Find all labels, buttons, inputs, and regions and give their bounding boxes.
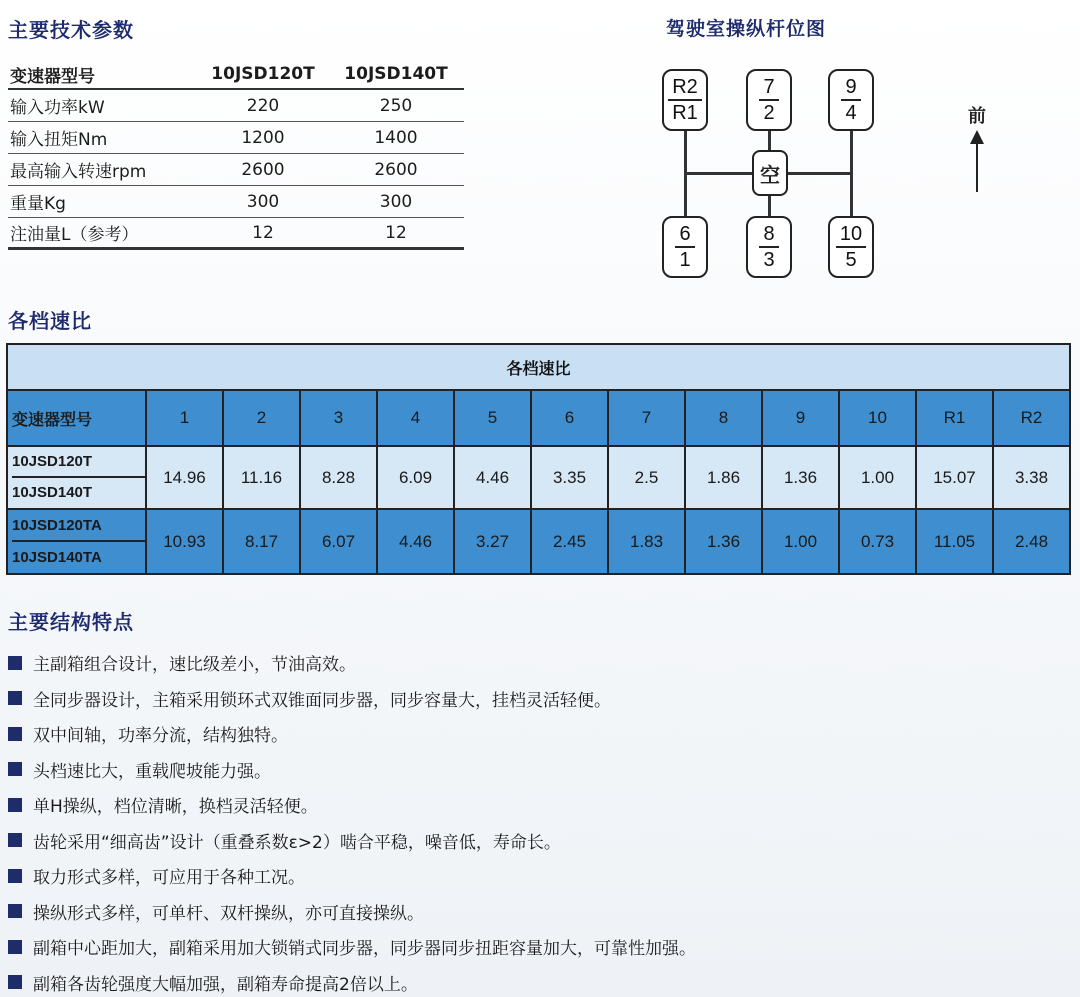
spec-row-speed xyxy=(8,154,464,186)
spec-header-140t: 10JSD140T xyxy=(344,64,448,84)
ratio-value: 1.36 xyxy=(684,510,761,573)
bullet-square-icon xyxy=(8,975,22,989)
ratio-value: 6.09 xyxy=(376,447,453,508)
shift-position-bottom: 1 xyxy=(679,249,691,271)
ratio-value: 8.17 xyxy=(222,510,299,573)
gear-header: R2 xyxy=(992,391,1069,445)
gate-right-line xyxy=(850,130,853,216)
feature-text: 单H操纵，档位清晰，换档灵活轻便。 xyxy=(33,797,318,818)
gate-center-line-top xyxy=(768,130,771,152)
bullet-square-icon xyxy=(8,940,22,954)
spec-label: 最高输入转速rpm xyxy=(10,162,147,182)
shift-diagram xyxy=(640,50,1080,290)
ratio-value: 2.45 xyxy=(530,510,607,573)
shift-position-top: 6 xyxy=(675,222,694,248)
ratio-value: 4.46 xyxy=(376,510,453,573)
bullet-square-icon xyxy=(8,833,22,847)
ratio-value: 4.46 xyxy=(453,447,530,508)
ratio-value: 15.07 xyxy=(915,447,992,508)
gear-header: 9 xyxy=(761,391,838,445)
shift-position-7-2 xyxy=(746,69,792,131)
spec-value: 12 xyxy=(385,222,407,243)
ratio-header-row xyxy=(8,391,1069,447)
shift-position-top: R2 xyxy=(668,75,702,101)
shift-position-bottom: 2 xyxy=(763,102,775,124)
ratio-value: 10.93 xyxy=(145,510,222,573)
spec-table xyxy=(8,60,464,250)
gear-header: 6 xyxy=(530,391,607,445)
spec-label: 注油量L（参考） xyxy=(10,225,139,245)
spec-value: 1200 xyxy=(241,127,285,148)
feature-item xyxy=(8,787,696,823)
ratio-section-title: 各档速比 xyxy=(8,309,92,333)
gear-header: 5 xyxy=(453,391,530,445)
spec-value: 2600 xyxy=(374,159,418,180)
spec-section-title: 主要技术参数 xyxy=(8,18,134,42)
bullet-square-icon xyxy=(8,798,22,812)
spec-header-row xyxy=(8,60,464,90)
ratio-value: 14.96 xyxy=(145,447,222,508)
ratio-value: 1.86 xyxy=(684,447,761,508)
ratio-value: 3.27 xyxy=(453,510,530,573)
feature-item xyxy=(8,929,696,965)
feature-item xyxy=(8,752,696,788)
feature-item xyxy=(8,681,696,717)
ratio-value: 1.00 xyxy=(838,447,915,508)
shift-position-bottom: R1 xyxy=(672,102,698,124)
feature-text: 副箱各齿轮强度大幅加强，副箱寿命提高2倍以上。 xyxy=(33,974,418,995)
ratio-value: 11.05 xyxy=(915,510,992,573)
shift-position-bottom: 5 xyxy=(845,249,857,271)
shift-position-r2-r1 xyxy=(662,69,708,131)
ratio-value: 2.48 xyxy=(992,510,1069,573)
ratio-value: 11.16 xyxy=(222,447,299,508)
gear-header: 10 xyxy=(838,391,915,445)
bullet-square-icon xyxy=(8,762,22,776)
ratio-value: 3.38 xyxy=(992,447,1069,508)
spec-header-model: 变速器型号 xyxy=(10,66,95,87)
ratio-value: 1.00 xyxy=(761,510,838,573)
spec-value: 250 xyxy=(379,95,413,116)
feature-text: 副箱中心距加大，副箱采用加大锁销式同步器，同步器同步扭距容量加大，可靠性加强。 xyxy=(33,939,696,960)
shift-position-top: 8 xyxy=(759,222,778,248)
ratio-value: 0.73 xyxy=(838,510,915,573)
ratio-value: 2.5 xyxy=(607,447,684,508)
shift-position-6-1 xyxy=(662,216,708,278)
shift-position-10-5 xyxy=(828,216,874,278)
ratio-header-model xyxy=(8,391,145,445)
spec-value: 2600 xyxy=(241,159,285,180)
ratio-value: 1.83 xyxy=(607,510,684,573)
feature-item xyxy=(8,965,696,997)
spec-row-weight xyxy=(8,186,464,218)
shift-position-top: 10 xyxy=(836,222,866,248)
feature-item xyxy=(8,716,696,752)
gate-left-line xyxy=(684,130,687,216)
spec-label: 输入扭矩Nm xyxy=(10,130,108,150)
gear-header: 7 xyxy=(607,391,684,445)
gear-header: 1 xyxy=(145,391,222,445)
shift-position-bottom: 3 xyxy=(763,249,775,271)
gear-header: 3 xyxy=(299,391,376,445)
spec-value: 220 xyxy=(246,95,280,116)
spec-value: 12 xyxy=(252,222,274,243)
ratio-header-model-text: 变速器型号 xyxy=(12,411,93,429)
ratio-value: 3.35 xyxy=(530,447,607,508)
spec-row-torque xyxy=(8,122,464,154)
shift-diagram-title: 驾驶室操纵杆位图 xyxy=(666,18,827,40)
shift-position-top: 7 xyxy=(759,75,778,101)
bullet-square-icon xyxy=(8,727,22,741)
gear-header: 4 xyxy=(376,391,453,445)
ratio-value: 6.07 xyxy=(299,510,376,573)
bullet-square-icon xyxy=(8,869,22,883)
shift-position-bottom: 4 xyxy=(845,102,857,124)
ratio-row-models xyxy=(8,510,145,573)
ratio-row-ta xyxy=(8,510,1069,573)
front-arrow-shaft xyxy=(976,136,978,192)
feature-text: 全同步器设计，主箱采用锁环式双锥面同步器，同步容量大，挂档灵活轻便。 xyxy=(33,690,611,711)
feature-item xyxy=(8,894,696,930)
ratio-table xyxy=(6,343,1071,575)
feature-text: 双中间轴，功率分流，结构独特。 xyxy=(33,726,288,747)
feature-text: 齿轮采用“细高齿”设计（重叠系数ε>2）啮合平稳，噪音低，寿命长。 xyxy=(33,832,561,853)
spec-value: 300 xyxy=(379,191,413,212)
feature-text: 取力形式多样，可应用于各种工况。 xyxy=(33,868,305,889)
feature-text: 主副箱组合设计，速比级差小，节油高效。 xyxy=(33,655,356,676)
gear-header: R1 xyxy=(915,391,992,445)
gear-header: 8 xyxy=(684,391,761,445)
model-name: 10JSD140TA xyxy=(12,548,102,566)
bullet-square-icon xyxy=(8,656,22,670)
shift-position-9-4 xyxy=(828,69,874,131)
features-list xyxy=(8,645,696,997)
model-name: 10JSD120T xyxy=(12,447,145,478)
model-name: 10JSD140T xyxy=(12,484,93,502)
bullet-square-icon xyxy=(8,691,22,705)
spec-label: 重量Kg xyxy=(10,194,66,214)
ratio-value: 8.28 xyxy=(299,447,376,508)
feature-item xyxy=(8,823,696,859)
model-name: 10JSD120TA xyxy=(12,511,145,542)
feature-text: 操纵形式多样，可单杆、双杆操纵，亦可直接操纵。 xyxy=(33,903,424,924)
neutral-position: 空 xyxy=(752,150,788,196)
ratio-value: 1.36 xyxy=(761,447,838,508)
feature-item xyxy=(8,645,696,681)
bullet-square-icon xyxy=(8,904,22,918)
gate-center-line-bottom xyxy=(768,195,771,217)
front-label: 前 xyxy=(968,106,986,127)
gear-header: 2 xyxy=(222,391,299,445)
feature-text: 头档速比大，重载爬坡能力强。 xyxy=(33,761,271,782)
feature-item xyxy=(8,858,696,894)
shift-position-8-3 xyxy=(746,216,792,278)
ratio-table-title: 各档速比 xyxy=(8,345,1069,391)
ratio-row-models xyxy=(8,447,145,508)
spec-value: 300 xyxy=(246,191,280,212)
spec-row-power xyxy=(8,90,464,122)
shift-position-top: 9 xyxy=(841,75,860,101)
ratio-row-t xyxy=(8,447,1069,510)
spec-label: 输入功率kW xyxy=(10,98,105,118)
features-section-title: 主要结构特点 xyxy=(8,610,134,634)
spec-row-oil xyxy=(8,218,464,250)
spec-value: 1400 xyxy=(374,127,418,148)
spec-header-120t: 10JSD120T xyxy=(211,64,315,84)
